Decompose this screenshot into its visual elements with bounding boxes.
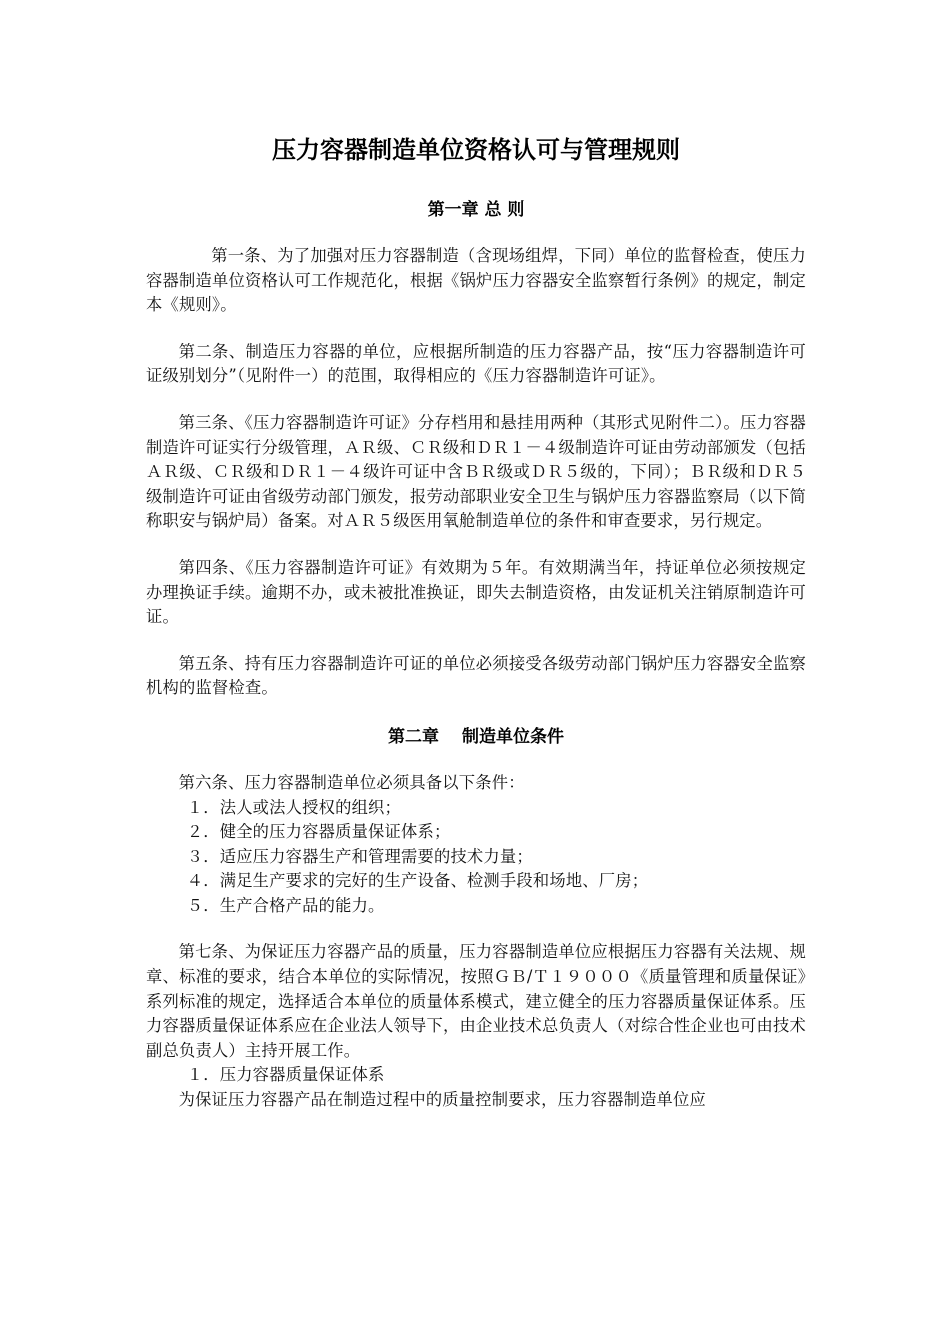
quality-system-subheading: １．压力容器质量保证体系 <box>186 1065 385 1085</box>
document-title: 压力容器制造单位资格认可与管理规则 <box>272 136 680 164</box>
condition-item-5: ５．生产合格产品的能力。 <box>186 895 385 915</box>
chapter-1-heading: 第一章 总 则 <box>427 200 525 220</box>
article-1: 第一条、为了加强对压力容器制造（含现场组焊，下同）单位的监督检查，使压力容器制造单位资格认可工作规范化，根据《锅炉压力容器安全监察暂行条例》的规定，制定本《规则》。 <box>146 246 806 315</box>
condition-item-3: ３．适应压力容器生产和管理需要的技术力量； <box>186 846 533 866</box>
article-4: 第四条、《压力容器制造许可证》有效期为５年。有效期满当年，持证单位必须按规定办理换证手续。逾期不办，或未被批准换证，即失去制造资格，由发证机关注销原制造许可证。 <box>146 557 806 627</box>
condition-item-4: ４．满足生产要求的完好的生产设备、检测手段和场地、厂房； <box>186 871 649 891</box>
chapter-2-heading: 第二章 制造单位条件 <box>388 726 564 747</box>
article-2: 第二条、制造压力容器的单位，应根据所制造的压力容器产品，按“压力容器制造许可证级别划分”（见附件一）的范围，取得相应的《压力容器制造许可证》。 <box>146 341 806 386</box>
article-6: 第六条、压力容器制造单位必须具备以下条件： <box>178 772 525 792</box>
article-5: 第五条、持有压力容器制造许可证的单位必须接受各级劳动部门锅炉压力容器安全监察机构的监督检查。 <box>146 653 806 698</box>
document-body <box>146 130 806 1113</box>
condition-item-1: １．法人或法人授权的组织； <box>186 797 402 817</box>
quality-system-text: 为保证压力容器产品在制造过程中的质量控制要求，压力容器制造单位应 <box>178 1090 706 1110</box>
condition-item-2: ２．健全的压力容器质量保证体系； <box>186 822 451 842</box>
article-3: 第三条、《压力容器制造许可证》分存档用和悬挂用两种（其形式见附件二）。压力容器制造许可证实行分级管理，ＡＲ级、ＣＲ级和ＤＲ１－４级制造许可证由劳动部颁发（包括ＡＲ级、ＣＲ级和ＤＲ１－４级许可证中含ＢＲ级或ＤＲ５级的，下同）；ＢＲ级和ＤＲ５级制造许可证由省级劳动部门颁发，报劳动部职业安全卫生与锅炉压力容器监察局（以下简称职安与锅炉局）备案。对ＡＲ５级医用氧舱制造单位的条件和审查要求，另行规定。 <box>146 412 806 531</box>
article-7: 第七条、为保证压力容器产品的质量，压力容器制造单位应根据压力容器有关法规、规章、标准的要求，结合本单位的实际情况，按照ＧＢ/Ｔ１９０００《质量管理和质量保证》系列标准的规定，选择适合本单位的质量体系模式，建立健全的压力容器质量保证体系。压力容器质量保证体系应在企业法人领导下，由企业技术总负责人（对综合性企业也可由技术副总负责人）主持开展工作。 <box>146 942 806 1060</box>
